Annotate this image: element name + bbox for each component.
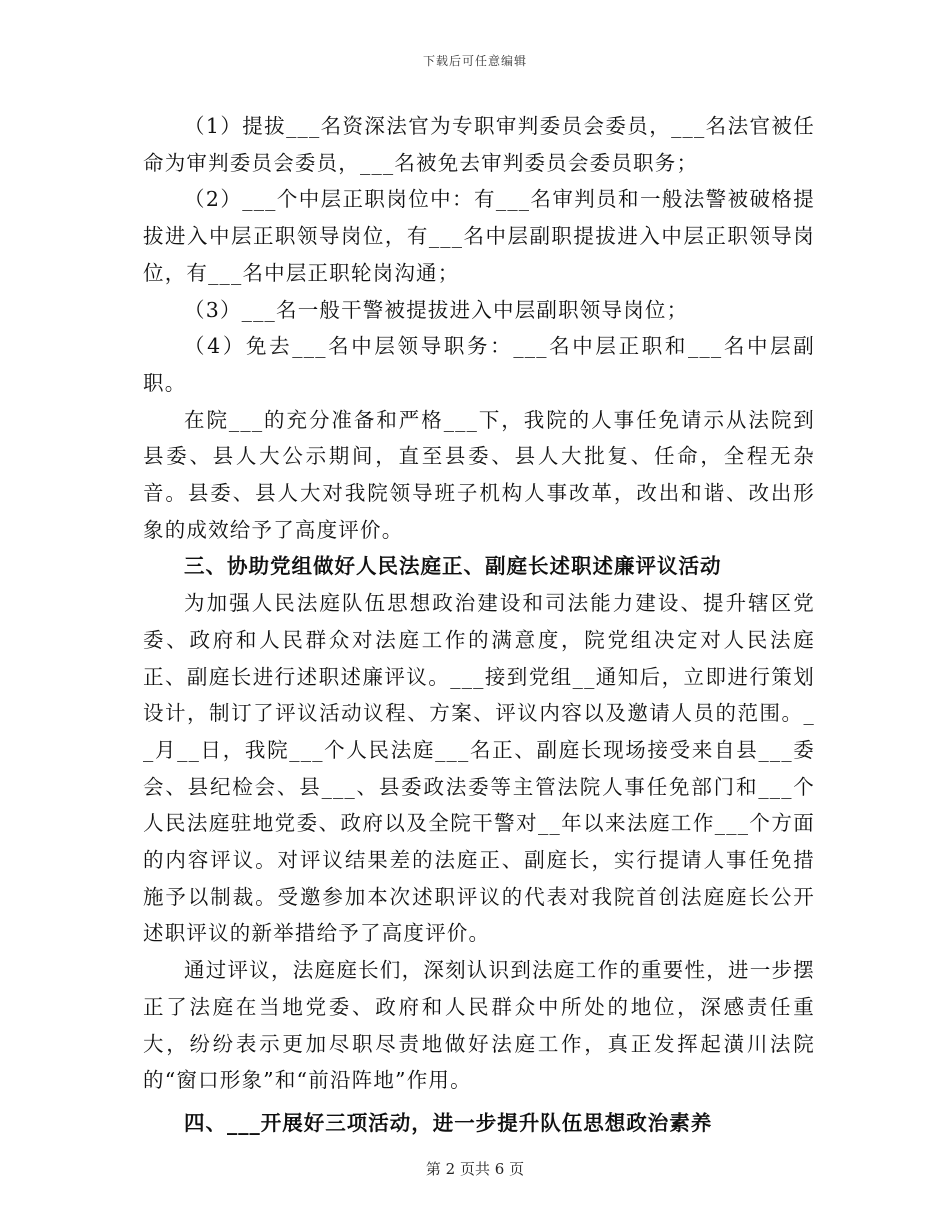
page-header: 下载后可任意编辑 bbox=[422, 54, 527, 68]
paragraph-evaluation: 为加强人民法庭队伍思想政治建设和司法能力建设、提升辖区党委、政府和人民群众对法庭工作的满意度，院党组决定对人民法庭正、副庭长进行述职述廉评议。___接到党组__通知后，立即进行策划设计，制订了评议活动议程、方案、评议内容以及邀请人员的范围。__月__日，我院___个人民法庭___名正、副庭长现场接受来自县___委会、县纪检会、县___、县委政法委等主管法院人事任免部门和___个人民法庭驻地党委、政府以及全院干警对__年以来法庭工作___个方面的内容评议。对评议结果差的法庭正、副庭长，实行提请人事任免措施予以制裁。受邀参加本次述职评议的代表对我院首创法庭庭长公开述职评议的新举措给予了高度评价。 bbox=[143, 591, 815, 946]
paragraph-item-1: （1）提拔___名资深法官为专职审判委员会委员，___名法官被任命为审判委员会委员，___名被免去审判委员会委员职务； bbox=[143, 114, 815, 175]
paragraph-item-2: （2）___个中层正职岗位中：有___名审判员和一般法警被破格提拔进入中层正职领导岗位，有___名中层副职提拔进入中层正职领导岗位，有___名中层正职轮岗沟通； bbox=[143, 187, 815, 285]
paragraph-item-4: （4）免去___名中层领导职务：___名中层正职和___名中层副职。 bbox=[143, 334, 815, 395]
paragraph-item-3: （3）___名一般干警被提拔进入中层副职领导岗位； bbox=[184, 297, 689, 322]
paragraph-summary: 在院___的充分准备和严格___下，我院的人事任免请示从法院到县委、县人大公示期间，直至县委、县人大批复、任命，全程无杂音。县委、县人大对我院领导班子机构人事改革，改出和谐、改出形象的成效给予了高度评价。 bbox=[143, 407, 815, 542]
section-heading-3: 三、协助党组做好人民法庭正、副庭长述职述廉评议活动 bbox=[184, 554, 722, 579]
section-heading-4: 四、___开展好三项活动，进一步提升队伍思想政治素养 bbox=[184, 1110, 713, 1135]
document-body bbox=[143, 108, 815, 1142]
page-number: 第 2 页共 6 页 bbox=[425, 1160, 525, 1178]
paragraph-result: 通过评议，法庭庭长们，深刻认识到法庭工作的重要性，进一步摆正了法庭在当地党委、政府和人民群众中所处的地位，深感责任重大，纷纷表示更加尽职尽责地做好法庭工作，真正发挥起潢川法院的“窗口形象”和“前沿阵地”作用。 bbox=[143, 958, 815, 1093]
